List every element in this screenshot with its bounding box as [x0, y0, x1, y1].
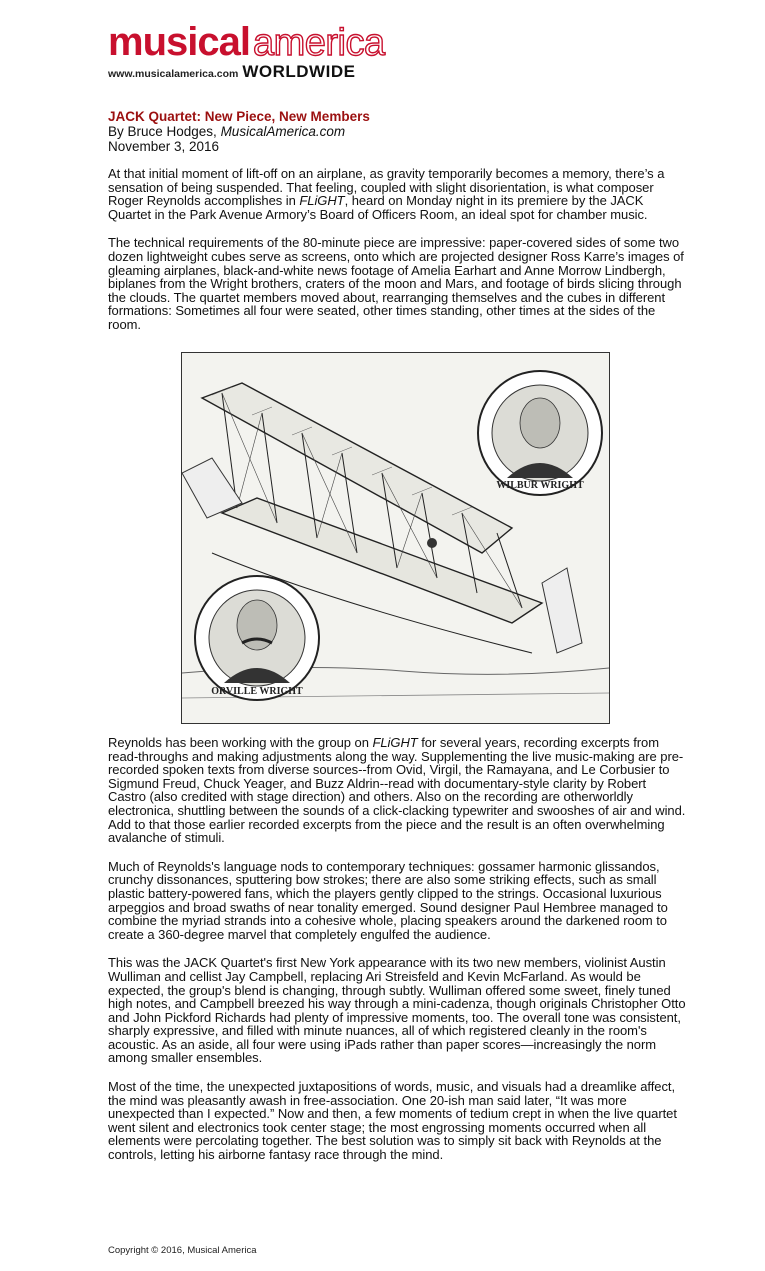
paragraph-6: Most of the time, the unexpected juxtapositions of words, music, and visuals had a dreamlike affect, the mind was pleasantly awash in free-association. One 20-ish man said later, “It was more unexpected than I expected.” Now and then, a few moments of tedium crept in when the live quartet went silent and electronics took center stage; the most engrossing moments occurred when all elements were percolating together. The best solution was to simply sit back with Reynolds at the controls, letting his airborne fantasy race through the mind.	[108, 1079, 677, 1163]
article-title: JACK Quartet: New Piece, New Members	[108, 109, 370, 124]
paragraph-3	[108, 736, 686, 845]
paragraph-1	[108, 167, 686, 221]
paragraph-3-title: FLiGHT	[372, 735, 418, 750]
paragraph-3-text-b: for several years, recording excerpts from read-throughs and making adjustments along the way. Supplementing the live music-making are pre-recorded spoken texts from diverse sources--from Ovid, Virgil, the Ramayana, and Le Corbusier to Sigmund Freud, Chuck Yeager, and Buzz Aldrin--read with documentary-style clarity by Robert Castro (also credited with stage direction) and others. Also on the recording are otherworldly electronica, shuttling between the sounds of a click-clacking typewriter and swooshes of air and wind. Add to that those earlier recorded excerpts from the piece and the result is an often overwhelming avalanche of stimuli.	[108, 735, 686, 846]
wilbur-portrait	[478, 371, 602, 495]
paragraph-1-text-a: At that initial moment of lift-off on an airplane, as gravity temporarily becomes a memory, there’s a sensation of being suspended. That feeling, coupled with slight disorientation, is what composer Roger Reynolds accomplishes in	[108, 166, 665, 209]
site-logo[interactable]	[108, 20, 385, 82]
paragraph-1-title: FLiGHT	[299, 193, 345, 209]
logo-tagline: WORLDWIDE	[242, 62, 356, 81]
article-body-continued	[108, 736, 686, 1162]
wright-brothers-illustration	[181, 352, 610, 724]
article-date: November 3, 2016	[108, 139, 220, 154]
byline-author: By Bruce Hodges,	[108, 124, 221, 139]
copyright: Copyright © 2016, Musical America	[108, 1245, 257, 1256]
logo-subline	[108, 62, 368, 82]
paragraph-3-text-a: Reynolds has been working with the group on	[108, 735, 373, 750]
logo-word-musical: musical	[108, 20, 250, 64]
paragraph-2: The technical requirements of the 80-minute piece are impressive: paper-covered sides of some two dozen lightweight cubes serve as screens, onto which are projected designer Ross Karre’s images of gleaming airplanes, black-and-white news footage of Amelia Earhart and Anne Morrow Lindbergh, biplanes from the Wright brothers, craters of the moon and Mars, and footage of birds slicing through the clouds. The quartet members moved about, rearranging themselves and the cubes in different formations: Sometimes all four were seated, other times standing, other times at the sides of the room.	[108, 235, 684, 332]
logo-word-america: america	[252, 22, 385, 64]
article-header	[108, 109, 686, 332]
orville-portrait	[195, 576, 319, 700]
caption-orville: ORVILLE WRIGHT	[211, 686, 303, 697]
byline	[108, 124, 686, 139]
logo-url: www.musicalamerica.com	[108, 68, 239, 80]
biplane-drawing	[182, 353, 609, 723]
paragraph-5: This was the JACK Quartet's first New York appearance with its two new members, violinist Austin Wulliman and cellist Jay Campbell, replacing Ari Streisfeld and Kevin McFarland. As would be expected, the group's blend is changing, through subtly. Wulliman offered some sweet, finely tuned high notes, and Campbell breezed his way through a mini-cadenza, though originals Christopher Otto and John Pickford Richards had plenty of impressive moments, too. The overall tone was consistent, sharply expressive, and filled with minute nuances, all of which registered cleanly in the room's acoustic. As an aside, all four were using iPads rather than paper scores—increasingly the norm among smaller ensembles.	[108, 955, 686, 1066]
logo-wordmark	[108, 20, 385, 64]
paragraph-4: Much of Reynolds's language nods to contemporary techniques: gossamer harmonic glissandos, crunchy dissonances, sputtering bow strokes; there are also some striking effects, such as small plastic battery-powered fans, which the players gently clipped to the strings. Occasional luxurious arpeggios and broad swaths of near tonality emerged. Sound designer Paul Hembree managed to combine the myriad strands into a cohesive whole, placing speakers around the darkened room to create a 360-degree marvel that completely engulfed the audience.	[108, 858, 668, 942]
paragraph-1-text-b: , heard on Monday night in its premiere by the JACK Quartet in the Park Avenue Armory’s Board of Officers Room, an ideal spot for chamber music.	[108, 193, 648, 222]
caption-wilbur: WILBUR WRIGHT	[496, 480, 584, 491]
byline-source: MusicalAmerica.com	[220, 124, 346, 139]
